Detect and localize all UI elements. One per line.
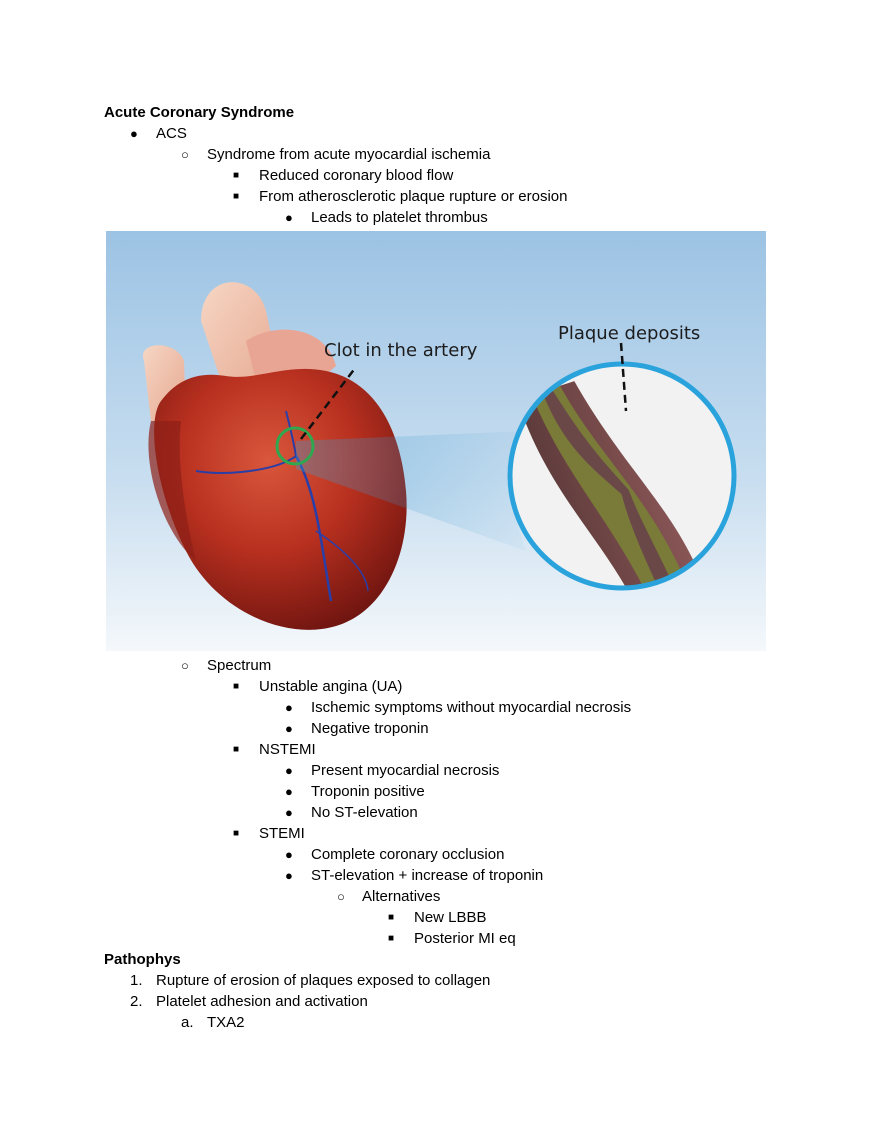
list-letter: a. — [181, 1014, 194, 1031]
list-item: Posterior MI eq — [414, 930, 516, 947]
list-item: TXA2 — [207, 1014, 245, 1031]
plaque-label: Plaque deposits — [558, 323, 701, 344]
acs-cause-2-sub: Leads to platelet thrombus — [311, 209, 488, 226]
ua-label: Unstable angina (UA) — [259, 678, 403, 695]
bullet-marker: ● — [285, 721, 293, 736]
list-item: Platelet adhesion and activation — [156, 993, 368, 1010]
list-number: 1. — [130, 972, 143, 989]
bullet-marker: ● — [285, 868, 293, 883]
section-title-pathophys: Pathophys — [104, 951, 181, 968]
clot-label: Clot in the artery — [324, 340, 478, 361]
bullet-marker: ■ — [233, 744, 240, 755]
bullet-marker: ■ — [388, 933, 395, 944]
acs-cause-2: From atherosclerotic plaque rupture or erosion — [259, 188, 568, 205]
nstemi-label: NSTEMI — [259, 741, 316, 758]
bullet-marker: ○ — [181, 147, 189, 162]
bullet-marker: ■ — [233, 191, 240, 202]
bullet-marker: ● — [285, 700, 293, 715]
heart-artery-diagram — [106, 231, 766, 651]
bullet-marker: ● — [285, 763, 293, 778]
spectrum-label: Spectrum — [207, 657, 272, 674]
bullet-marker: ○ — [181, 658, 189, 673]
list-item: No ST-elevation — [311, 804, 418, 821]
list-item: Rupture of erosion of plaques exposed to collagen — [156, 972, 491, 989]
bullet-marker: ● — [285, 210, 293, 225]
list-item: Complete coronary occlusion — [311, 846, 505, 863]
list-item: ST-elevation + increase of troponin — [311, 867, 544, 884]
bullet-marker: ■ — [233, 828, 240, 839]
bullet-marker: ■ — [233, 170, 240, 181]
list-number: 2. — [130, 993, 143, 1010]
bullet-marker: ● — [130, 126, 138, 141]
acs-label: ACS — [156, 125, 187, 142]
bullet-marker: ■ — [233, 681, 240, 692]
list-item: Troponin positive — [311, 783, 425, 800]
stemi-label: STEMI — [259, 825, 305, 842]
bullet-marker: ■ — [388, 912, 395, 923]
list-item: New LBBB — [414, 909, 487, 926]
acs-cause-1: Reduced coronary blood flow — [259, 167, 454, 184]
list-item: Negative troponin — [311, 720, 429, 737]
section-title-acs: Acute Coronary Syndrome — [104, 104, 295, 121]
alternatives-label: Alternatives — [362, 888, 441, 905]
list-item: Present myocardial necrosis — [311, 762, 500, 779]
bullet-marker: ● — [285, 784, 293, 799]
bullet-marker: ● — [285, 847, 293, 862]
acs-heart-illustration — [106, 231, 766, 651]
list-item: Ischemic symptoms without myocardial necrosis — [311, 699, 632, 716]
bullet-marker: ● — [285, 805, 293, 820]
acs-definition: Syndrome from acute myocardial ischemia — [207, 146, 491, 163]
bullet-marker: ○ — [337, 889, 345, 904]
